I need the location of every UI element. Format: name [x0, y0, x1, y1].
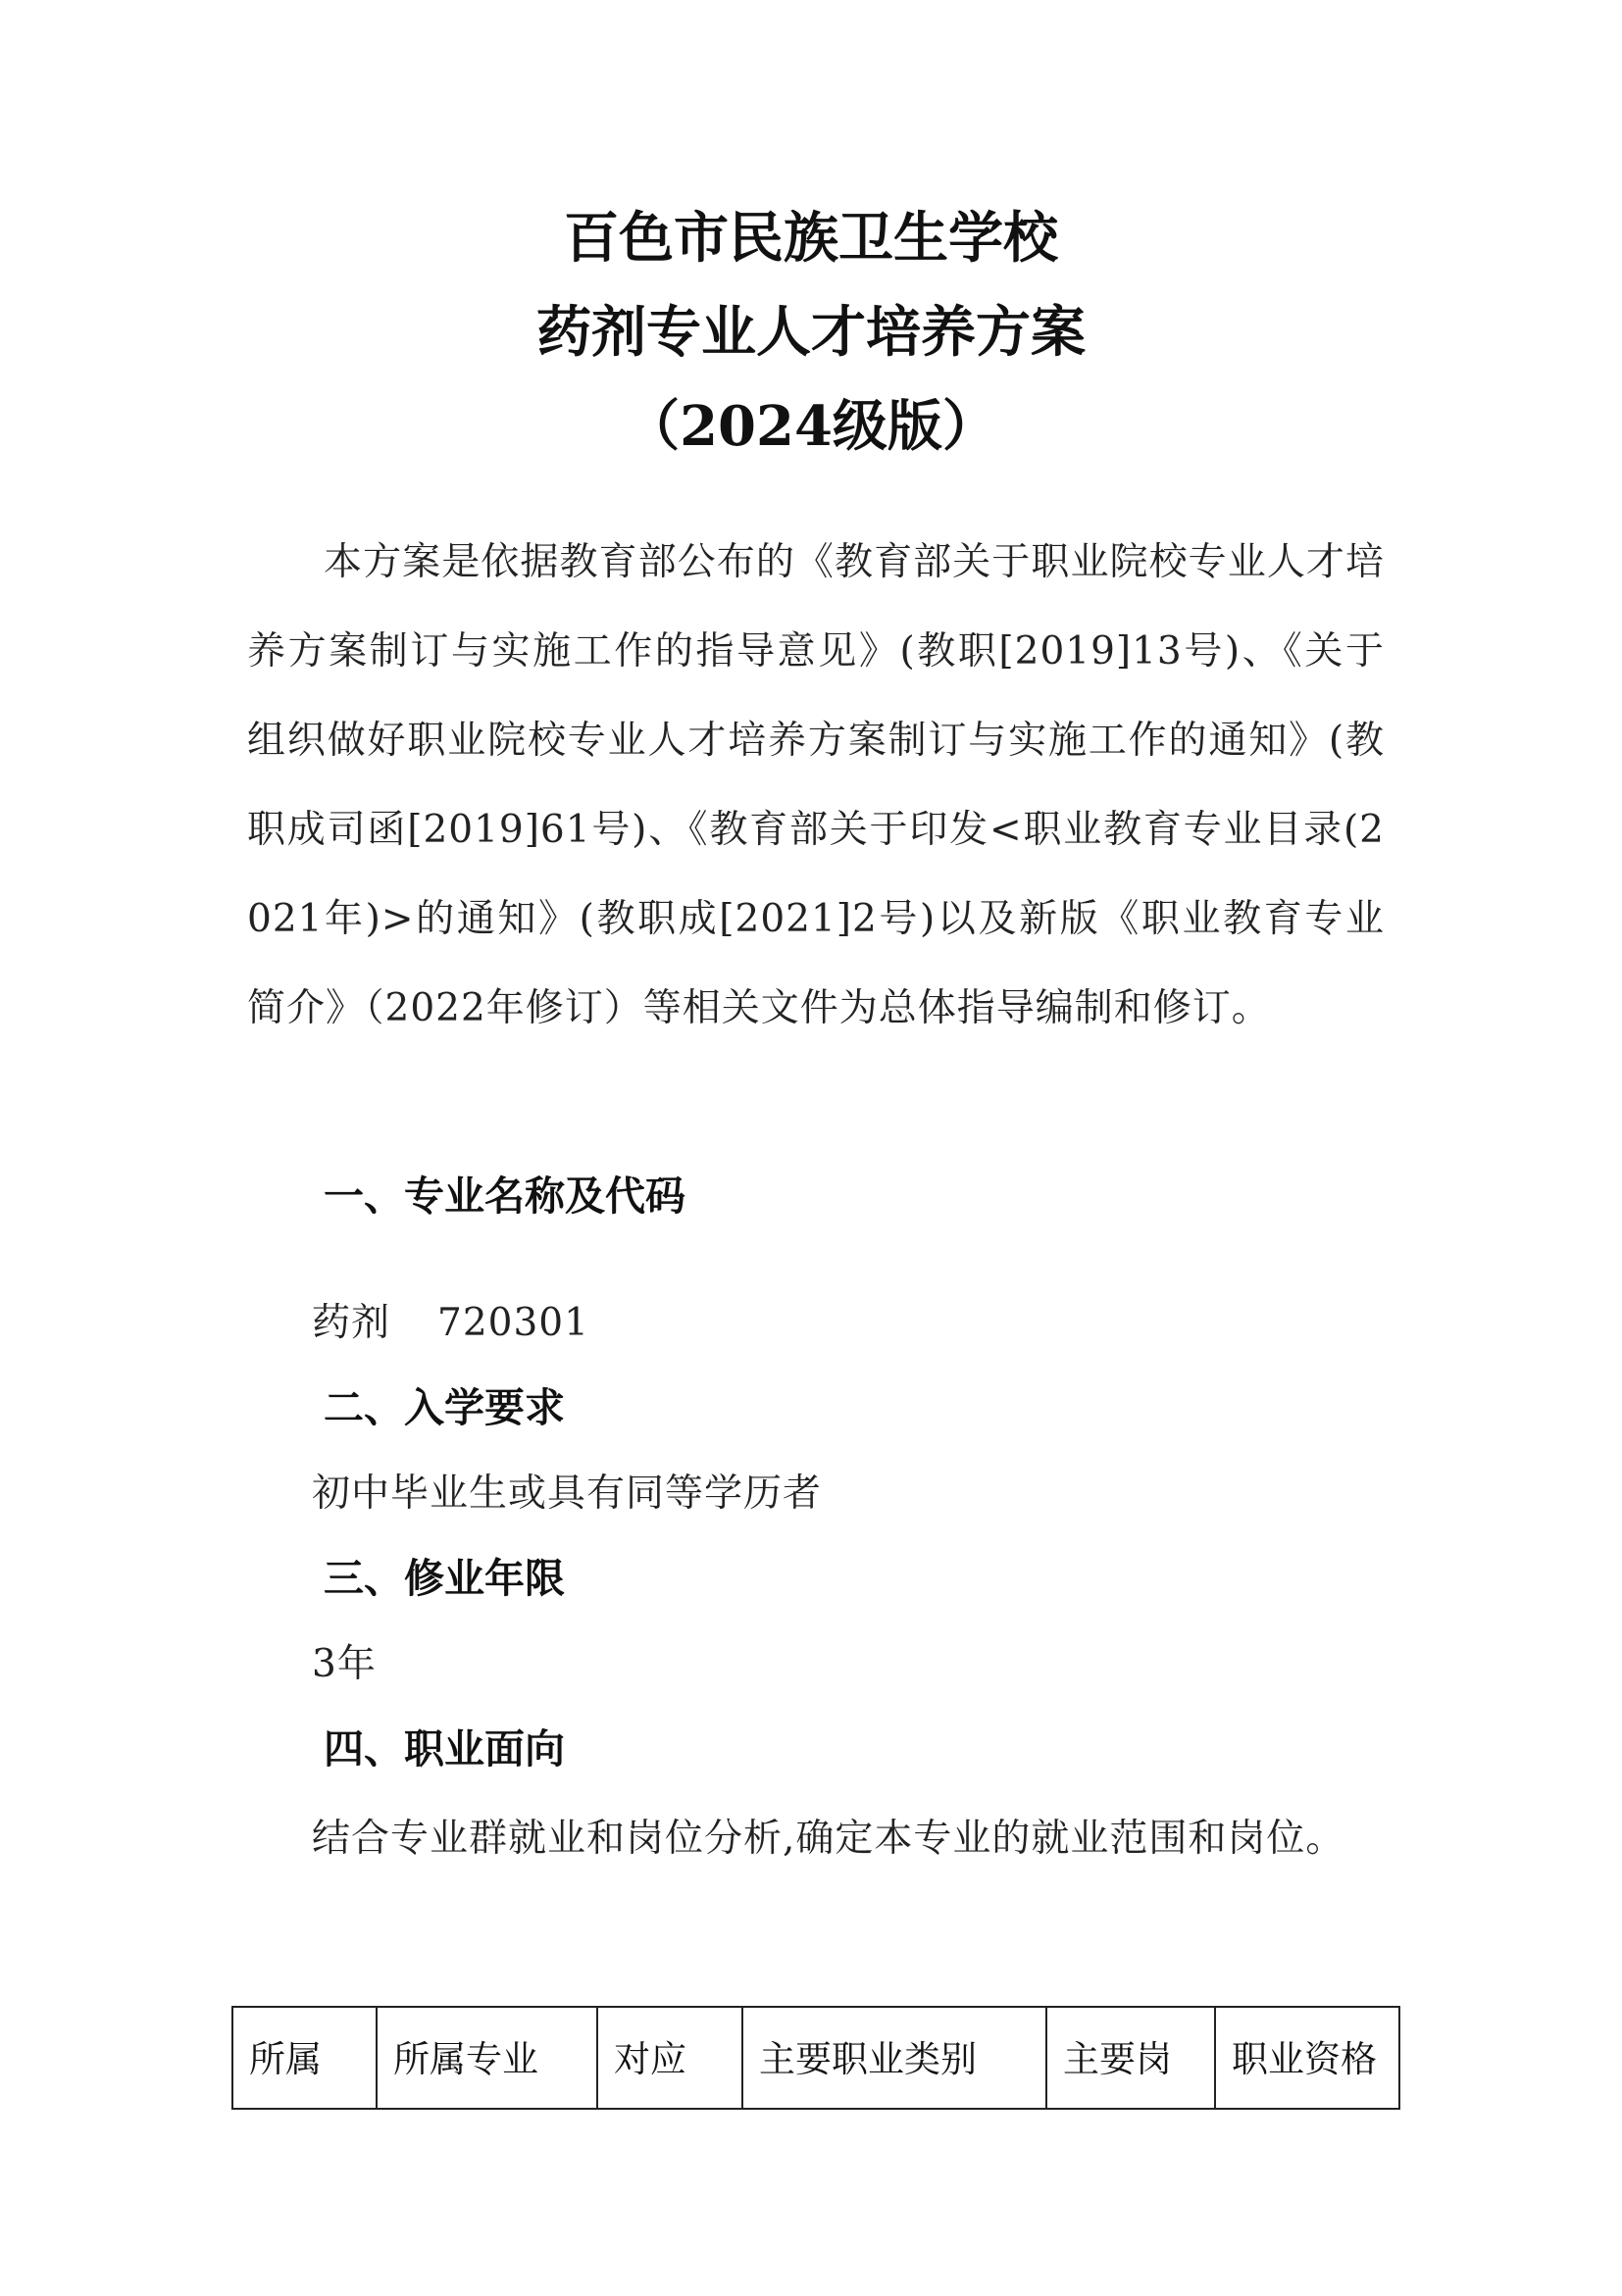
major-name: 药剂	[312, 1301, 391, 1345]
section-heading-career: 四、职业面向	[324, 1725, 565, 1772]
major-name-code-line	[312, 1294, 589, 1353]
title-line-program: 药剂专业人才培养方案	[536, 300, 1086, 365]
intro-paragraph: 本方案是依据教育部公布的《教育部关于职业院校专业人才培养方案制订与实施工作的指导意见》(教职[2019]13号)、《关于组织做好职业院校专业人才培养方案制订与实施工作的通知》(教职成司函[2019]61号)、《教育部关于印发<职业教育专业目录(2021年)>的通知》(教职成[2021]2号)以及新版《职业教育专业简介》（2022年修订）等相关文件为总体指导编制和修订。	[247, 540, 1385, 1030]
section-heading-admission: 二、入学要求	[324, 1384, 565, 1431]
title-line-school: 百色市民族卫生学校	[564, 206, 1058, 271]
table-header-cell: 所属专业	[377, 2007, 597, 2109]
career-table	[231, 2006, 1400, 2110]
admission-requirement: 初中毕业生或具有同等学历者	[312, 1472, 823, 1516]
career-paragraph: 结合专业群就业和岗位分析,确定本专业的就业范围和岗位。	[312, 1817, 1345, 1861]
table-header-cell: 职业资格	[1215, 2007, 1399, 2109]
document-title	[0, 191, 1622, 474]
table-header-cell: 主要职业类别	[742, 2007, 1046, 2109]
study-duration: 3年	[312, 1642, 377, 1686]
major-code: 720301	[437, 1301, 589, 1345]
section-heading-duration: 三、修业年限	[324, 1555, 565, 1602]
table-header-row	[232, 2007, 1399, 2109]
title-line-version: （2024级版）	[625, 394, 997, 459]
section-heading-major-code: 一、专业名称及代码	[324, 1173, 685, 1220]
table-header-cell: 主要岗	[1046, 2007, 1215, 2109]
table-header-cell: 所属	[232, 2007, 377, 2109]
table-header-cell: 对应	[597, 2007, 742, 2109]
